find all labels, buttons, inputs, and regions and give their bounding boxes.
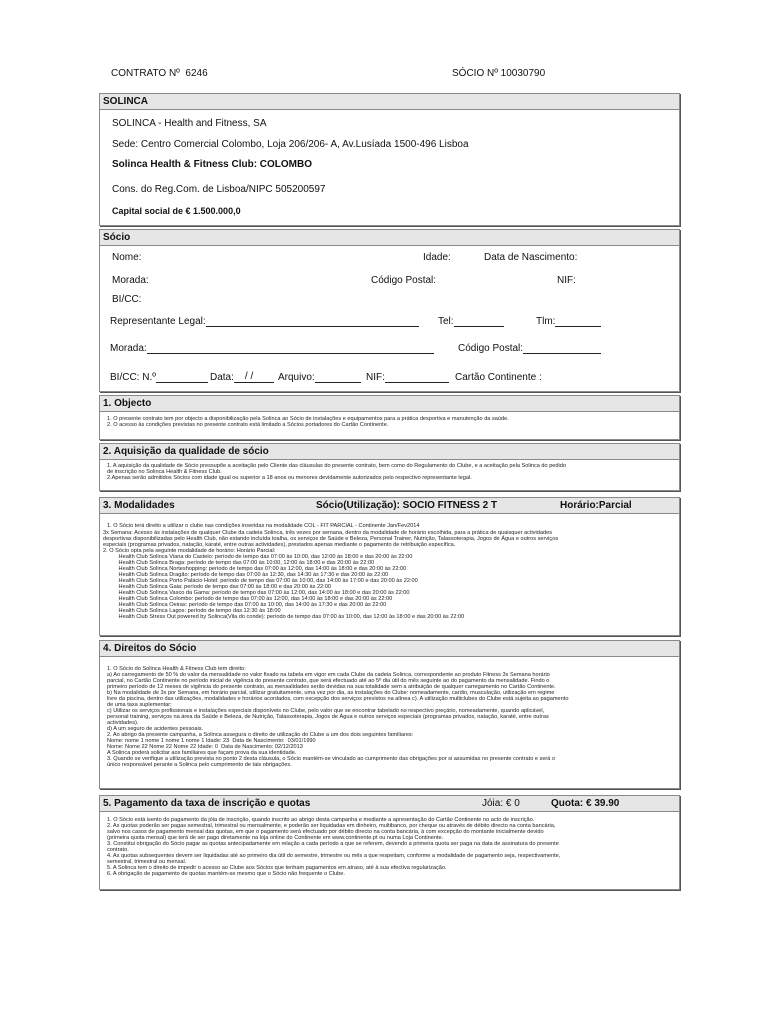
quota: Quota: € 39.90 xyxy=(551,798,620,809)
objecto-section xyxy=(99,395,680,440)
idade-label: Idade: xyxy=(423,252,451,263)
tlm-line[interactable] xyxy=(555,316,601,327)
clause-line: 2. O Sócio opta pela seguinte modalidade de horário: Horário Parcial: xyxy=(103,548,276,554)
clause-line: b) Na modalidade de 3x por Semana, em horário parcial, utilizar gratuitamente, uma vez por dia, as instalações do Clube: nomeadamente, cardio, musculação, utilização em regime xyxy=(107,690,555,696)
representante-field: Representante Legal: xyxy=(110,316,419,327)
clause-line: 3. Constitui obrigação do Sócio pagar as quotas antecipadamente em relação a cada período a que se referem, devendo a primeira quota ser paga na data de assinatura do presente xyxy=(107,841,559,847)
clause-line: único responsável perante a Solinca pelo cumprimento de tais obrigações. xyxy=(107,762,292,768)
clause-line: (primeira quota mensal) que terá de ser pago diretamente na loja online do Continente em www.continente.pt ou numa Loja Continente. xyxy=(107,835,444,841)
pagamento-section xyxy=(99,795,680,890)
capital: Capital social de € 1.500.000,0 xyxy=(112,206,241,216)
nascimento-label: Data de Nascimento: xyxy=(484,252,578,263)
clause-line: actividades). xyxy=(107,720,139,726)
clause-line: 1. A aquisição da qualidade de Sócio pressupõe a aceitação pelo Cliente das cláusulas do presente contrato, bem como do Regulamento do Clube, e a aceitação pela Solinca do pedido xyxy=(107,463,566,469)
nome-label: Nome: xyxy=(112,252,142,263)
clause-line: Health Club Solinca Vasco da Gama: período de tempo das 07:00 às 12:00, das 14:00 às 18:00 e das 20:00 às 22:00 xyxy=(103,590,410,596)
clause-line: Health Club Solinca Gaia: período de tempo das 07:00 às 18:00 e das 20:00 às 22:00 xyxy=(103,584,331,590)
clause-line: 2.Apenas serão admitidos Sócios com idade igual ou superior a 18 anos ou menores devidamente autorizados pelo respectivo representante legal. xyxy=(107,475,472,481)
tel-field: Tel: xyxy=(438,316,504,327)
clause-line: 5. A Solinca tem o direito de impedir o acesso ao Clube aos Sócios que tenham pagamentos em atraso, até à sua efectiva regularização. xyxy=(107,865,447,871)
codigo-postal-label: Código Postal: xyxy=(371,275,437,286)
clause-line: contrato. xyxy=(107,847,129,853)
clause-line: d) A um seguro de acidentes pessoais. xyxy=(107,726,204,732)
clause-line: personal training, serviços na área da Saúde e Beleza, de Nutrição, Talassoterapia, Jogos de Água e outros serviços especiais (programas privados, natação, karaté, entre outras xyxy=(107,714,549,720)
data-field: Data: / / xyxy=(210,372,274,383)
solinca-section xyxy=(99,93,680,226)
bicc-n-line[interactable] xyxy=(156,372,208,383)
joia: Jóia: € 0 xyxy=(482,798,520,809)
clause-line: 1. O Sócio está isento do pagamento da jóia de inscrição, quando inscrito ao abrigo desta campanha e mediante a apresentação do Cartão Continente no acto de inscrição. xyxy=(107,817,535,823)
clause-line: c) Utilizar os serviços profissionais e instalações especiais disponíveis no Clube, pelo valor que se encontrar tabelado no respectivo preçário, nomeadamente, quando aplicável, xyxy=(107,708,545,714)
section-title: Sócio xyxy=(100,230,679,246)
clause-line: 2. Ao abrigo da presente campanha, a Solinca assegura o direito de utilização do Clube a um dos dois seguintes familiares: xyxy=(107,732,414,738)
representante-line[interactable] xyxy=(206,316,419,327)
company-address: Sede: Centro Comercial Colombo, Loja 206/206- A, Av.Lusíada 1500-496 Lisboa xyxy=(112,139,469,150)
morada2-field: Morada: xyxy=(110,343,434,354)
section-title: 4. Direitos do Sócio xyxy=(100,641,679,657)
clause-line: Health Club Solinca Porto Palácio Hotel: período de tempo das 07:00 às 10:00, das 14:00 às 17:00 e das 20:00 às 22:00 xyxy=(103,578,418,584)
clause-line: 6. A obrigação de pagamento de quotas mantém-se mesmo que o Sócio não frequente o Clube. xyxy=(107,871,345,877)
socio-section xyxy=(99,229,680,392)
clause-line: 3. Quando se verifique a utilização prevista no ponto 2 desta cláusula, o Sócio mantém-se vinculado ao cumprimento das obrigações por si assumidas no presente contrato e será o xyxy=(107,756,556,762)
clause-line: Health Club Solinca Colombo: período de tempo das 07:00 às 12:00, das 14:00 às 18:00 e das 20:00 às 22:00 xyxy=(103,596,393,602)
clause-line: primeiro período de 12 meses de vigência do presente contrato, as mensalidades serão devidas na sua totalidade sem a atribuição de qualquer carregamento no Cartão Continente. xyxy=(107,684,556,690)
nif2-field: NIF: xyxy=(366,372,449,383)
clause-line: Health Club Solinca Braga: período de tempo das 07:00 às 10:00, 12:00 às 18:00 e das 20:00 às 22:00 xyxy=(103,560,375,566)
data-line[interactable]: / / xyxy=(234,372,274,383)
cartao-label: Cartão Continente : xyxy=(455,372,542,383)
clause-line: Nome: Nome 22 Nome 22 Nome 22 Idade: 0 Data de Nascimento: 02/12/2013 xyxy=(107,744,303,750)
nif2-line[interactable] xyxy=(385,372,449,383)
horario: Horário:Parcial xyxy=(560,500,632,511)
registry: Cons. do Reg.Com. de Lisboa/NIPC 505200597 xyxy=(112,184,326,195)
direitos-section xyxy=(99,640,680,789)
morada-label: Morada: xyxy=(112,275,149,286)
aquisicao-section xyxy=(99,443,680,491)
modalidades-section xyxy=(99,497,680,636)
nif-label: NIF: xyxy=(557,275,576,286)
tlm-field: Tlm: xyxy=(536,316,601,327)
clause-line: 1. O Sócio do Solinca Health & Fitness Club tem direito: xyxy=(107,666,246,672)
section-title: 5. Pagamento da taxa de inscrição e quotas Jóia: € 0 Quota: € 39.90 xyxy=(100,796,679,812)
clause-line: Health Club Solinca Viana do Castelo: período de tempo das 07:00 às 10:00, das 12:00 às 18:00 e das 20:00 às 22:00 xyxy=(103,554,413,560)
morada2-line[interactable] xyxy=(147,343,434,354)
clause-line: A Solinca poderá solicitar aos familiares que façam prova da sua identidade. xyxy=(107,750,297,756)
clause-line: semestral, trimestral ou mensal. xyxy=(107,859,187,865)
clause-line: Nome: nome 1 nome 1 nome 1 nome 1 Idade: 23 Data de Nascimento: 03/01/1990 xyxy=(107,738,316,744)
member-number: SÓCIO Nº 10030790 xyxy=(452,68,546,79)
arquivo-field: Arquivo: xyxy=(278,372,361,383)
clause-line: de inscrição no Solinca Health & Fitness Club. xyxy=(107,469,222,475)
codigo-postal2-field: Código Postal: xyxy=(458,343,601,354)
clause-line: Health Club Solinca Norteshopping: período de tempo das 07:00 às 12:00, das 14:00 às 18:00 e das 20:00 às 22:00 xyxy=(103,566,407,572)
section-title: SOLINCA xyxy=(100,94,679,110)
clause-line: de uma taxa suplementar; xyxy=(107,702,172,708)
company-name: SOLINCA - Health and Fitness, SA xyxy=(112,118,267,129)
clause-line: especiais (programas privados, natação, karaté, entre outras actividades), prestados apenas mediante o pagamento de retribuição específica. xyxy=(103,542,456,548)
socio-utilizacao: Sócio(Utilização): SOCIO FITNESS 2 T xyxy=(316,500,498,511)
section-title: 2. Aquisição da qualidade de sócio xyxy=(100,444,679,460)
clause-line: 2. O acesso às condições previstas no presente contrato está limitado a Sócios portadores do Cartão Continente. xyxy=(107,422,389,428)
clause-line: salvo nos casos de pagamento mensal das quotas, em que o pagamento será efectuado por débito directo na conta bancária, à com excepção do montante inicialmente devido xyxy=(107,829,544,835)
clause-line: 1. O Sócio terá direito a utilizar o clube nas condições inseridas na modalidade COL - FIT PARCIAL - Continente Jan/Fev2014 xyxy=(107,523,420,529)
clause-line: livre da piscina, dentro das utilizações, modalidades e horários acordados, com excepção dos serviços previstos na alínea c). A utilização multiclubes do Clube está sujeita ao pagamento xyxy=(107,696,569,702)
codigo-postal2-line[interactable] xyxy=(523,343,601,354)
clause-line: 3x Semana: Acesso às instalações de qualquer Clube da cadeia Solinca, três vezes por semana, dentro da modalidade de horário escolhida, para a prática de quaisquer actividades xyxy=(103,530,553,536)
tel-line[interactable] xyxy=(454,316,504,327)
clause-line: 4. As quotas subsequentes devem ser liquidadas até ao primeiro dia útil do semestre, trimestre ou mês a que respeitam, conforme a modalidade de pagamento seja, respectivamente, xyxy=(107,853,561,859)
contract-number: CONTRATO Nº 6246 xyxy=(111,68,208,79)
clause-line: 2. As quotas poderão ser pagas semestral, trimestral ou mensalmente, e poderão ser liquidadas em dinheiro, multibanco, por cheque ou através de débito directo na conta bancária, xyxy=(107,823,556,829)
section-title: 1. Objecto xyxy=(100,396,679,412)
clause-line: Health Club Solinca Lagos: período de tempo das 12:30 às 18:00 xyxy=(103,608,281,614)
bicc-label: BI/CC: xyxy=(112,294,142,305)
clause-line: Health Club Solinca Oeiras: período de tempo das 07:00 às 10:00, das 14:00 às 17:30 e das 20:00 às 22:00 xyxy=(103,602,387,608)
arquivo-line[interactable] xyxy=(315,372,361,383)
section-title: 3. Modalidades Sócio(Utilização): SOCIO FITNESS 2 T Horário:Parcial xyxy=(100,498,679,514)
clause-line: desportivas disponibilizadas pelo Health Club, não estando incluída toalha, os serviços de Saúde e Beleza, Personal Trainer, Nutrição, Talassoterapia, Jogos de Água e outros serviços xyxy=(103,536,559,542)
clause-line: Health Club Stress Out powered by Solinca(Vila do conde): período de tempo das 07:00 às 10:00, das 12:00 às 18:00 e das 20:00 às 22:00 xyxy=(103,614,465,620)
clause-line: parcial, no Cartão Continente no período inicial de vigência do presente contrato, que será efectuado até ao 5º dia útil do mês seguinte ao do pagamento da mensalidade. Findo o xyxy=(107,678,550,684)
bicc-n-field: BI/CC: N.º xyxy=(110,372,208,383)
clause-line: a) Ao carregamento de 50 % do valor da mensalidade no valor fixado na tabela em vigor em cada Clube da cadeia Solinca, correspondente ao produto Fitness 3x Semana horário xyxy=(107,672,550,678)
clause-line: Health Club Solinca Dragão: período de tempo das 07:00 às 12:30, das 14:30 às 17:30 e das 20:00 às 22:00 xyxy=(103,572,389,578)
club-name: Solinca Health & Fitness Club: COLOMBO xyxy=(112,159,313,170)
clause-line: 1. O presente contrato tem por objecto a disponibilização pela Solinca ao Sócio de instalações e equipamentos para a prática desportiva e manutenção da saúde. xyxy=(107,416,509,422)
